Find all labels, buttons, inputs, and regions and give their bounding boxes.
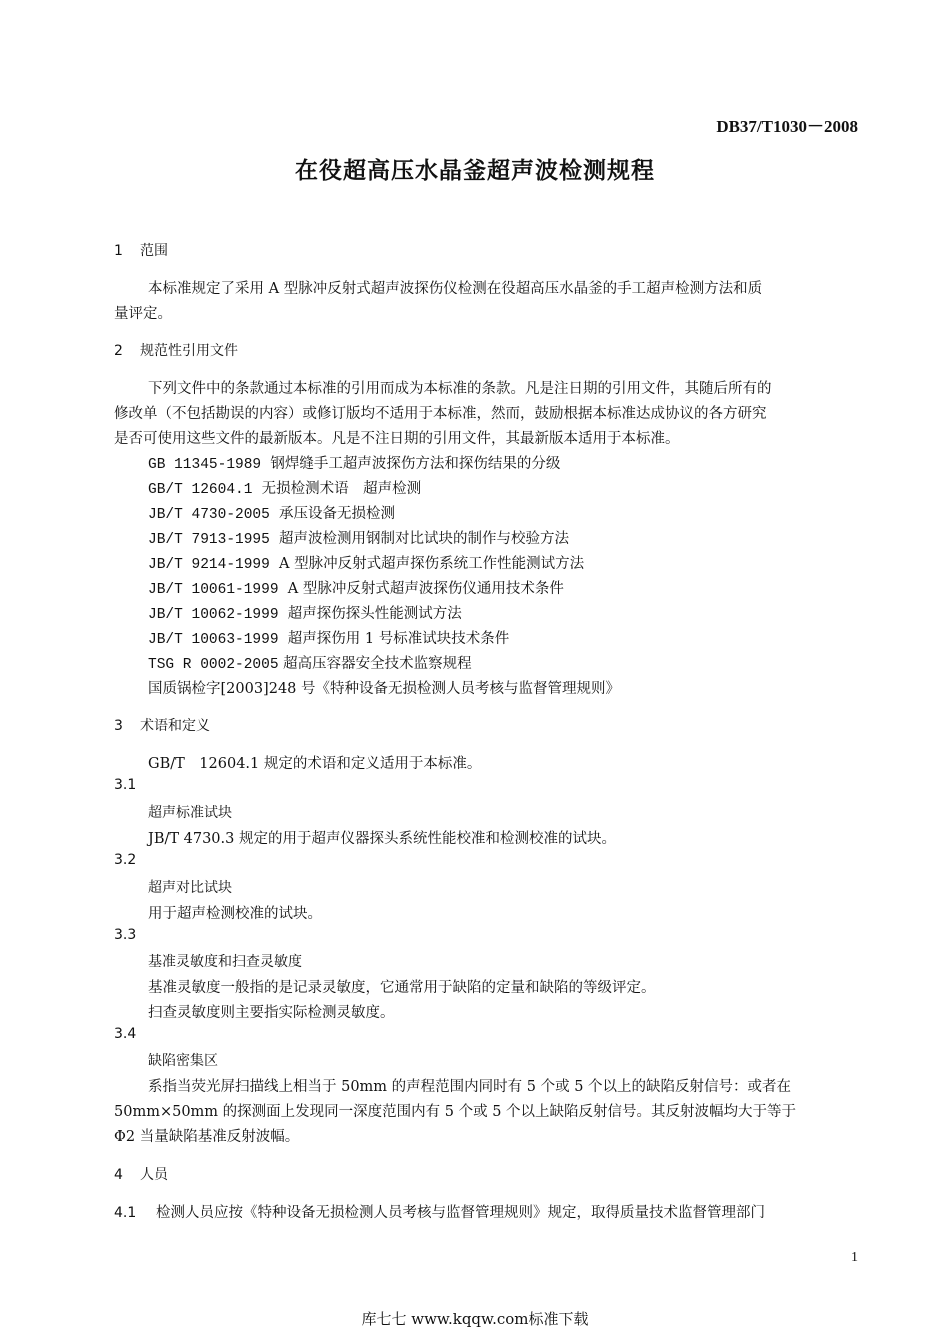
section-number: 1: [114, 243, 123, 259]
paragraph-line: 是否可使用这些文件的最新版本。凡是不注日期的引用文件，其最新版本适用于本标准。: [114, 431, 680, 447]
section-title: 术语和定义: [140, 718, 210, 734]
reference-title: 钢焊缝手工超声波探伤方法和探伤结果的分级: [270, 456, 561, 472]
term-definition: JB/T 4730.3 规定的用于超声仪器探头系统性能校准和检测校准的试块。: [148, 831, 616, 847]
term-title: 缺陷密集区: [148, 1053, 218, 1069]
reference-title: 超声波检测用钢制对比试块的制作与校验方法: [279, 531, 570, 547]
term-definition: 系指当荧光屏扫描线上相当于 50mm 的声程范围内同时有 5 个或 5 个以上的缺陷反射信号：或者在: [148, 1079, 792, 1095]
term-definition: 扫查灵敏度则主要指实际检测灵敏度。: [148, 1005, 395, 1021]
section-number: 2: [114, 343, 123, 359]
document-title: 在役超高压水晶釜超声波检测规程: [295, 158, 655, 184]
reference-item: [148, 452, 560, 473]
section-3-heading: [114, 715, 210, 735]
reference-title: A 型脉冲反射式超声波探伤仪通用技术条件: [287, 581, 564, 597]
reference-code: JB/T 9214-1999: [148, 557, 270, 573]
reference-code: TSG R 0002-2005: [148, 657, 279, 673]
reference-item: [148, 677, 620, 698]
reference-title: 无损检测术语 超声检测: [261, 481, 422, 497]
term-title: 基准灵敏度和扫查灵敏度: [148, 954, 302, 970]
reference-title: 超声探伤用 1 号标准试块技术条件: [287, 631, 510, 647]
reference-title: 超声探伤探头性能测试方法: [287, 606, 462, 622]
section-4-heading: [114, 1164, 168, 1184]
paragraph-line: 本标准规定了采用 A 型脉冲反射式超声波探伤仪检测在役超高压水晶釜的手工超声检测方法和质: [148, 281, 763, 297]
term-title: 超声标准试块: [148, 805, 232, 821]
subsection-number: 3.1: [114, 777, 137, 793]
reference-item: [148, 477, 421, 498]
reference-title: 超高压容器安全技术监察规程: [283, 656, 472, 672]
section-number: 4: [114, 1167, 123, 1183]
subsection-number: 3.2: [114, 852, 137, 868]
section-2-heading: [114, 340, 238, 360]
term-definition: 用于超声检测校准的试块。: [148, 906, 322, 922]
reference-item: [148, 652, 472, 673]
section-title: 人员: [140, 1167, 168, 1183]
section-1-heading: [114, 240, 168, 260]
section-number: 3: [114, 718, 123, 734]
reference-item: [148, 602, 462, 623]
reference-code: JB/T 10063-1999: [148, 632, 279, 648]
document-number: DB37/T1030－2008: [716, 117, 858, 136]
paragraph-line: 下列文件中的条款通过本标准的引用而成为本标准的条款。凡是注日期的引用文件，其随后所有的: [148, 381, 772, 397]
footer-watermark: 库七七 www.kqqw.com标准下载: [361, 1310, 589, 1328]
reference-code: GB/T 12604.1: [148, 482, 253, 498]
clause-4-1: [114, 1201, 765, 1222]
subsection-number: 4.1: [114, 1205, 137, 1221]
reference-code: JB/T 10062-1999: [148, 607, 279, 623]
reference-item: [148, 577, 564, 598]
reference-item: [148, 552, 584, 573]
term-definition: Φ2 当量缺陷基准反射波幅。: [114, 1129, 300, 1145]
reference-code: JB/T 10061-1999: [148, 582, 279, 598]
reference-title: A 型脉冲反射式超声探伤系统工作性能测试方法: [279, 556, 585, 572]
term-title: 超声对比试块: [148, 880, 232, 896]
subsection-number: 3.4: [114, 1026, 137, 1042]
reference-item: [148, 627, 509, 648]
reference-item: [148, 502, 395, 523]
section-title: 范围: [140, 243, 168, 259]
reference-title: 《特种设备无损检测人员考核与监督管理规则》: [315, 681, 620, 697]
paragraph-line: GB/T 12604.1 规定的术语和定义适用于本标准。: [148, 756, 482, 772]
reference-title: 承压设备无损检测: [279, 506, 396, 522]
reference-code: JB/T 7913-1995: [148, 532, 270, 548]
clause-text: 检测人员应按《特种设备无损检测人员考核与监督管理规则》规定，取得质量技术监督管理部门: [156, 1205, 765, 1221]
paragraph-line: 量评定。: [114, 306, 172, 322]
section-title: 规范性引用文件: [140, 343, 238, 359]
reference-code: JB/T 4730-2005: [148, 507, 270, 523]
page-number: 1: [851, 1250, 858, 1265]
reference-code: GB 11345-1989: [148, 457, 262, 473]
term-definition: 50mm×50mm 的探测面上发现同一深度范围内有 5 个或 5 个以上缺陷反射信号。其反射波幅均大于等于: [114, 1104, 797, 1120]
subsection-number: 3.3: [114, 927, 137, 943]
term-definition: 基准灵敏度一般指的是记录灵敏度，它通常用于缺陷的定量和缺陷的等级评定。: [148, 980, 656, 996]
paragraph-line: 修改单（不包括勘误的内容）或修订版均不适用于本标准，然而，鼓励根据本标准达成协议的各方研究: [114, 406, 767, 422]
reference-code: 国质锅检字[2003]248 号: [148, 681, 316, 697]
reference-item: [148, 527, 569, 548]
